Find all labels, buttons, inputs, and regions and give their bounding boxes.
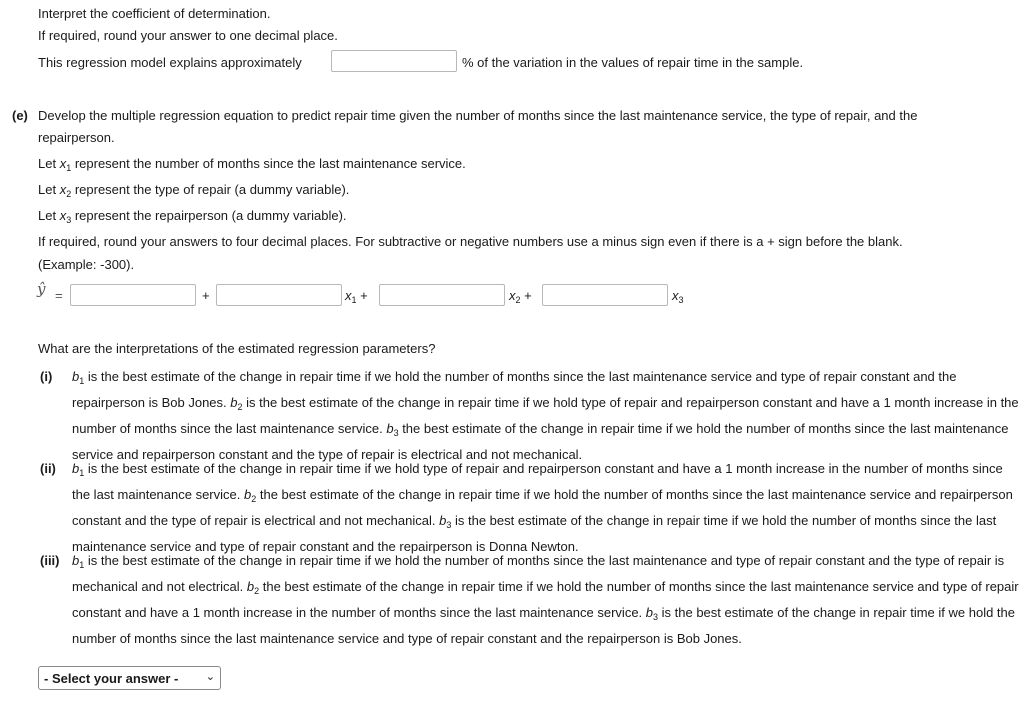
let-x3-line: Let $x_3$ represent the repairperson (a dummy variable).: [38, 208, 347, 225]
equation-plus: +: [202, 288, 210, 303]
let-x1-text: represent the number of months since the last maintenance service.: [74, 156, 466, 171]
let-x3-text: represent the repairperson (a dummy variable).: [74, 208, 347, 223]
option-iii-text: $b_1$ is the best estimate of the change in repair time if we hold the number of months since the last maintenance and type of repair constant and the type of repair is mechanical and not electrical. $b_2$ the best estimate of the change in repair time if we hold the number of months since the last maintenance service and type of repair constant and have a 1 month increase in the number of months since the last maintenance service. $b_3$ is the best estimate of the change in repair time if we hold the number of months since the last maintenance service and type of repair constant and the repairperson is Bob Jones.: [72, 553, 1019, 646]
part-d-title: Interpret the coefficient of determination.: [38, 6, 271, 21]
part-e-round-note-line1: If required, round your answers to four decimal places. For subtractive or negative numbers use a minus sign even if there is a + sign before the blank.: [38, 234, 903, 249]
option-ii-text: $b_1$ is the best estimate of the change in repair time if we hold type of repair and repairperson constant and have a 1 month increase in the number of months since the last maintenance service. $b_2$ the best estimate of the change in repair time if we hold the number of months since the last maintenance service and repairperson constant and the type of repair is electrical and not mechanical. $b_3$ is the best estimate of the change in repair time if we hold the number of months since the last maintenance service and type of repair constant and the repairperson is Donna Newton.: [72, 461, 1013, 554]
b3-input[interactable]: [542, 284, 668, 306]
option-i-label: (i): [40, 369, 53, 384]
part-d-sentence-before: This regression model explains approximately: [38, 55, 302, 70]
b1-input[interactable]: [216, 284, 342, 306]
y-hat-symbol: ŷ: [37, 280, 46, 298]
answer-select-label: - Select your answer -: [44, 671, 179, 686]
answer-select[interactable]: [38, 666, 221, 690]
r-squared-percent-input[interactable]: [331, 50, 457, 72]
option-iii-label: (iii): [40, 553, 60, 568]
part-e-label: (e): [12, 108, 28, 123]
part-e-prompt-line1: Develop the multiple regression equation to predict repair time given the number of months since the last maintenance service, the type of repair, and the: [38, 108, 918, 123]
part-d-sentence-after: % of the variation in the values of repair time in the sample.: [462, 55, 804, 70]
equation-equals: =: [55, 288, 63, 303]
option-ii-label: (ii): [40, 461, 56, 476]
equation-x1-term: $x_1$ +: [345, 288, 368, 305]
let-x2-line: Let $x_2$ represent the type of repair (a dummy variable).: [38, 182, 350, 199]
equation-x2-term: $x_2$ +: [509, 288, 532, 305]
part-e-round-note-line2: (Example: -300).: [38, 257, 135, 272]
option-i-text: $b_1$ is the best estimate of the change in repair time if we hold the number of months since the last maintenance service and type of repair constant and the repairperson is Bob Jones. $b_2$ is the best estimate of the change in repair time if we hold type of repair and repairperson constant and have a 1 month increase in the number of months since the last maintenance service. $b_3$ the best estimate of the change in repair time if we hold the number of months since the last maintenance service and repairperson constant and the type of repair is electrical and not mechanical.: [72, 369, 1019, 462]
interpretation-question: What are the interpretations of the estimated regression parameters?: [38, 341, 436, 356]
let-x2-text: represent the type of repair (a dummy variable).: [74, 182, 350, 197]
let-x1-line: Let $x_1$ represent the number of months since the last maintenance service.: [38, 156, 466, 173]
b2-input[interactable]: [379, 284, 505, 306]
part-d-round-note: If required, round your answer to one decimal place.: [38, 28, 338, 43]
chevron-down-icon: ⌄: [205, 671, 215, 683]
part-e-prompt-line2: repairperson.: [38, 130, 115, 145]
b0-input[interactable]: [70, 284, 196, 306]
equation-x3-term: $x_3$: [672, 288, 684, 305]
